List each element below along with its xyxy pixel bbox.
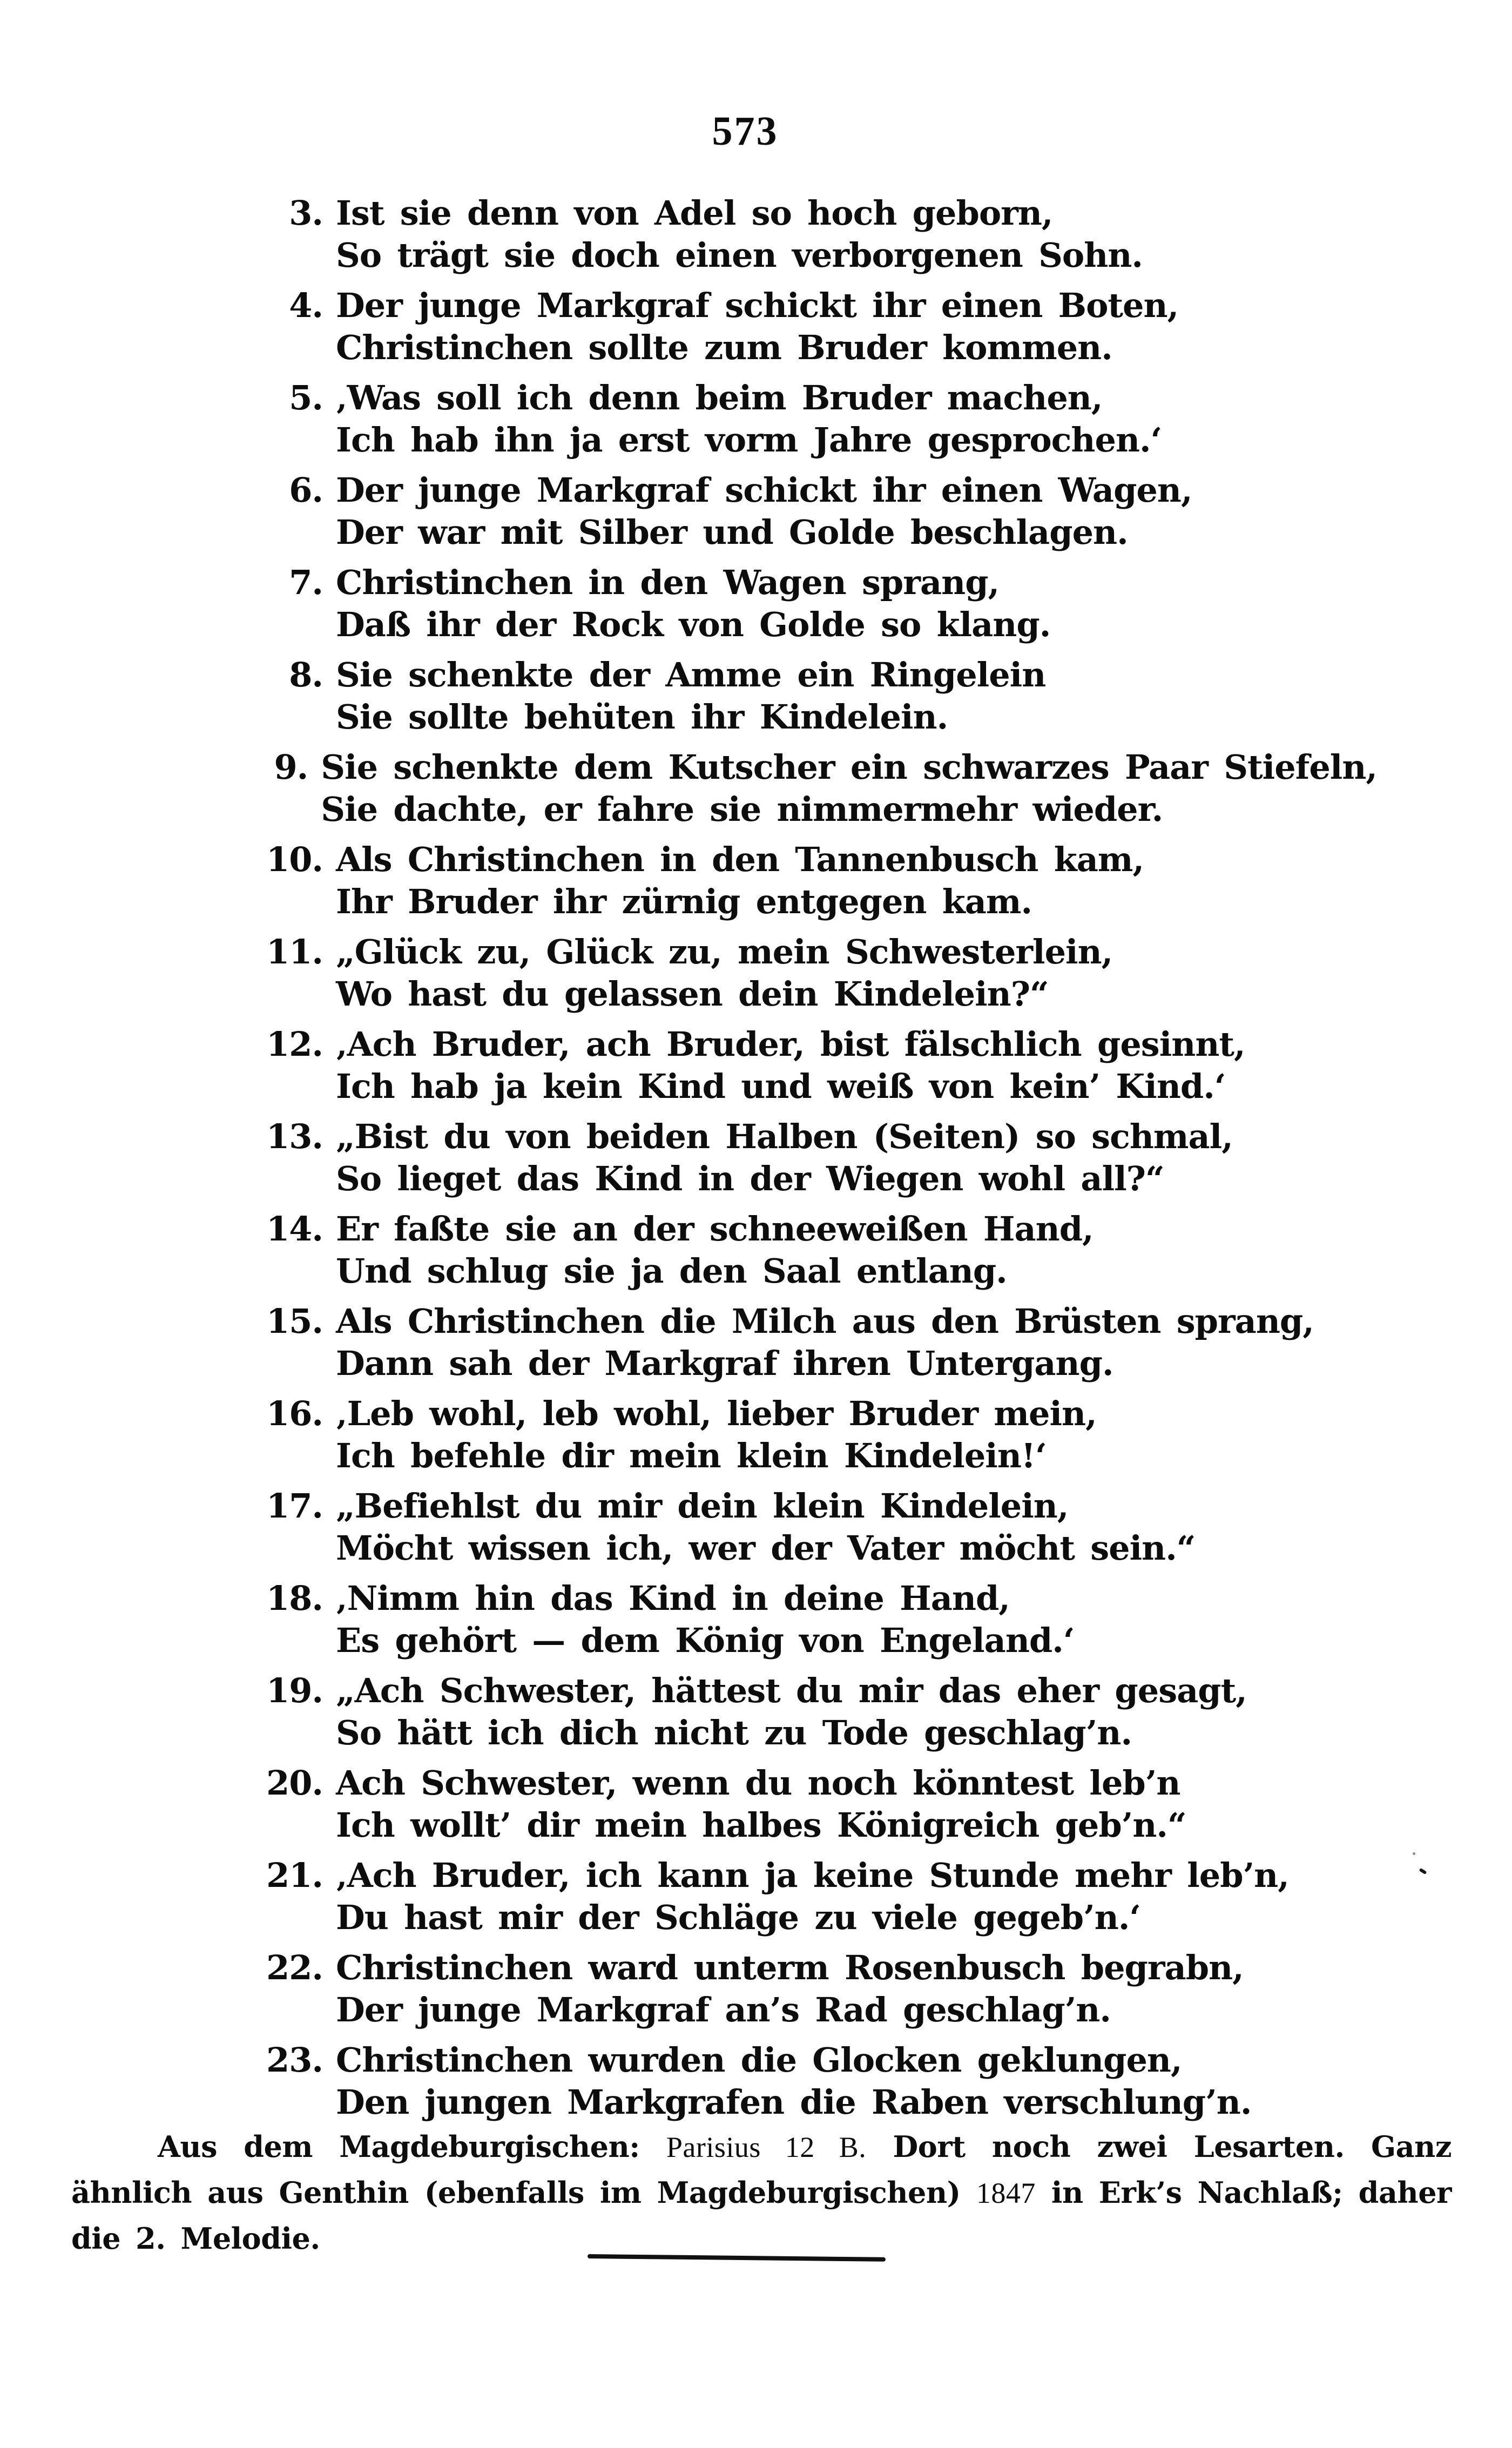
verse-line-2: Sie dachte, er fahre sie nimmermehr wieder. — [321, 790, 1163, 829]
stanza-number: 7. — [289, 563, 323, 602]
stanza — [243, 1485, 1377, 1569]
stanza — [243, 1393, 1377, 1477]
verse-line-1: Sie schenkte dem Kutscher ein schwarzes Paar Stiefeln, — [321, 747, 1377, 787]
stanza-number: 20. — [266, 1763, 323, 1803]
stanza-lines — [336, 654, 1045, 738]
verse-line-1: ‚Was soll ich denn beim Bruder machen, — [336, 378, 1103, 417]
stanza-lines — [336, 931, 1112, 1015]
verse-line-2: Der junge Markgraf an’s Rad geschlag’n. — [336, 1990, 1111, 2029]
stanza-number: 12. — [266, 1024, 323, 1064]
stanza-lines — [336, 2039, 1251, 2123]
footnote-line-3: die 2. Melodie. — [71, 2221, 320, 2256]
stanza — [243, 469, 1377, 554]
stanza-lines — [336, 469, 1192, 554]
stanza-lines — [336, 1023, 1245, 1108]
verse-line-1: ‚Ach Bruder, ich kann ja keine Stunde mehr leb’n, — [336, 1856, 1289, 1895]
footnote-line-1 — [71, 2124, 1452, 2170]
stanza — [243, 1762, 1377, 1846]
verse-line-1: Christinchen in den Wagen sprang, — [336, 563, 1000, 602]
stanza-list — [243, 192, 1377, 2132]
footnote-roman-year: 1847 — [976, 2177, 1036, 2209]
stanza-number: 22. — [266, 1948, 323, 1987]
verse-line-2: So lieget das Kind in der Wiegen wohl all?“ — [336, 1159, 1164, 1198]
footnote-text: in Erk’s Nachlaß; daher — [1035, 2175, 1452, 2210]
verse-line-1: Christinchen ward unterm Rosenbusch begrabn, — [336, 1948, 1244, 1987]
stanza-number: 21. — [266, 1856, 323, 1895]
stanza-lines — [336, 1300, 1314, 1385]
stanza-lines — [336, 192, 1143, 277]
stanza-number: 9. — [274, 747, 308, 787]
stanza — [243, 839, 1377, 923]
stanza-lines — [336, 839, 1144, 923]
verse-line-1: Der junge Markgraf schickt ihr einen Boten, — [336, 286, 1179, 325]
verse-line-1: Als Christinchen in den Tannenbusch kam, — [336, 840, 1144, 879]
stanza — [243, 192, 1377, 277]
stanza-lines — [336, 1393, 1097, 1477]
scan-speck — [1413, 1852, 1415, 1855]
stanza-lines — [336, 1670, 1247, 1754]
verse-line-2: So hätt ich dich nicht zu Tode geschlag’n. — [336, 1713, 1132, 1752]
stanza — [243, 1300, 1377, 1385]
stanza-lines — [336, 1485, 1195, 1569]
verse-line-1: „Ach Schwester, hättest du mir das eher gesagt, — [336, 1671, 1247, 1710]
verse-line-1: Als Christinchen die Milch aus den Brüsten sprang, — [336, 1301, 1314, 1341]
stanza-lines — [336, 1577, 1074, 1662]
verse-line-2: So trägt sie doch einen verborgenen Sohn. — [336, 235, 1143, 275]
stanza — [243, 931, 1377, 1015]
verse-line-1: ‚Ach Bruder, ach Bruder, bist fälschlich gesinnt, — [336, 1024, 1245, 1064]
verse-line-2: Du hast mir der Schläge zu viele gegeb’n.‘ — [336, 1898, 1140, 1937]
stanza-number: 13. — [266, 1117, 323, 1156]
stanza — [243, 1947, 1377, 2031]
stanza-number: 6. — [289, 470, 323, 510]
footnote-text: Dort noch zwei Lesarten. Ganz — [866, 2129, 1452, 2164]
stanza-lines — [321, 746, 1377, 831]
stanza-lines — [336, 285, 1178, 369]
stanza — [243, 562, 1377, 646]
verse-line-1: Ist sie denn von Adel so hoch geborn, — [336, 193, 1053, 233]
stanza-lines — [336, 1947, 1244, 2031]
verse-line-1: ‚Leb wohl, leb wohl, lieber Bruder mein, — [336, 1394, 1097, 1433]
stanza — [243, 1670, 1377, 1754]
footnote-roman-reference: Parisius 12 B. — [666, 2131, 867, 2163]
stanza-number: 18. — [266, 1579, 323, 1618]
verse-line-1: Ach Schwester, wenn du noch könntest leb’n — [336, 1763, 1180, 1803]
verse-line-1: „Bist du von beiden Halben (Seiten) so schmal, — [336, 1117, 1233, 1156]
stanza-number: 3. — [289, 193, 323, 233]
stanza-lines — [336, 1116, 1233, 1200]
stanza-lines — [336, 1854, 1289, 1939]
stanza-number: 5. — [289, 378, 323, 417]
stanza-number: 15. — [266, 1301, 323, 1341]
verse-line-2: Es gehört — dem König von Engeland.‘ — [336, 1621, 1075, 1660]
verse-line-1: ‚Nimm hin das Kind in deine Hand, — [336, 1579, 1010, 1618]
verse-line-2: Ich wollt’ dir mein halbes Königreich geb’n.“ — [336, 1805, 1186, 1845]
verse-line-2: Ich hab ihn ja erst vorm Jahre gesprochen.‘ — [336, 420, 1162, 460]
verse-line-2: Sie sollte behüten ihr Kindelein. — [336, 697, 948, 737]
verse-line-2: Möcht wissen ich, wer der Vater möcht sein.“ — [336, 1528, 1196, 1568]
stanza-number: 11. — [266, 932, 323, 972]
verse-line-2: Christinchen sollte zum Bruder kommen. — [336, 328, 1112, 367]
verse-line-2: Den jungen Markgrafen die Raben verschlung’n. — [336, 2082, 1252, 2122]
verse-line-1: „Befiehlst du mir dein klein Kindelein, — [336, 1486, 1069, 1526]
footnote-text: ähnlich aus Genthin (ebenfalls im Magdeburgischen) — [71, 2175, 976, 2210]
verse-line-1: Christinchen wurden die Glocken geklungen, — [336, 2040, 1182, 2080]
stanza-number: 10. — [266, 840, 323, 879]
verse-line-2: Daß ihr der Rock von Golde so klang. — [336, 605, 1051, 644]
stanza — [243, 1023, 1377, 1108]
stanza-lines — [336, 1208, 1094, 1292]
verse-line-1: Sie schenkte der Amme ein Ringelein — [336, 655, 1046, 694]
verse-line-2: Ich hab ja kein Kind und weiß von kein’ Kind.‘ — [336, 1067, 1226, 1106]
stanza — [243, 1208, 1377, 1292]
stanza — [243, 285, 1377, 369]
verse-line-2: Ich befehle dir mein klein Kindelein!‘ — [336, 1436, 1047, 1475]
footnote-line-2 — [71, 2170, 1452, 2216]
stanza — [243, 1577, 1377, 1662]
verse-line-2: Wo hast du gelassen dein Kindelein?“ — [336, 974, 1049, 1014]
stanza-number: 19. — [266, 1671, 323, 1710]
stanza — [243, 2039, 1377, 2123]
verse-line-1: Der junge Markgraf schickt ihr einen Wagen, — [336, 470, 1192, 510]
footnote-text: Aus dem Magdeburgischen: — [158, 2129, 666, 2164]
stanza — [243, 377, 1377, 461]
stanza — [243, 1854, 1377, 1939]
verse-line-1: „Glück zu, Glück zu, mein Schwesterlein, — [336, 932, 1113, 972]
source-footnote — [71, 2124, 1452, 2261]
stanza-number: 8. — [289, 655, 323, 694]
verse-line-2: Der war mit Silber und Golde beschlagen. — [336, 512, 1128, 552]
stanza-number: 23. — [266, 2040, 323, 2080]
stanza-lines — [336, 1762, 1186, 1846]
page-number: 573 — [712, 109, 779, 154]
stanza-number: 14. — [266, 1209, 323, 1249]
stanza — [243, 746, 1377, 831]
stanza-number: 4. — [289, 286, 323, 325]
verse-line-1: Er faßte sie an der schneeweißen Hand, — [336, 1209, 1094, 1249]
stanza-lines — [336, 377, 1162, 461]
verse-line-2: Und schlug sie ja den Saal entlang. — [336, 1251, 1007, 1291]
stanza — [243, 654, 1377, 738]
scan-speck — [1419, 1868, 1427, 1875]
verse-line-2: Dann sah der Markgraf ihren Untergang. — [336, 1344, 1113, 1383]
stanza-number: 16. — [266, 1394, 323, 1433]
stanza — [243, 1116, 1377, 1200]
stanza-number: 17. — [266, 1486, 323, 1526]
verse-line-2: Ihr Bruder ihr zürnig entgegen kam. — [336, 882, 1032, 921]
stanza-lines — [336, 562, 1050, 646]
